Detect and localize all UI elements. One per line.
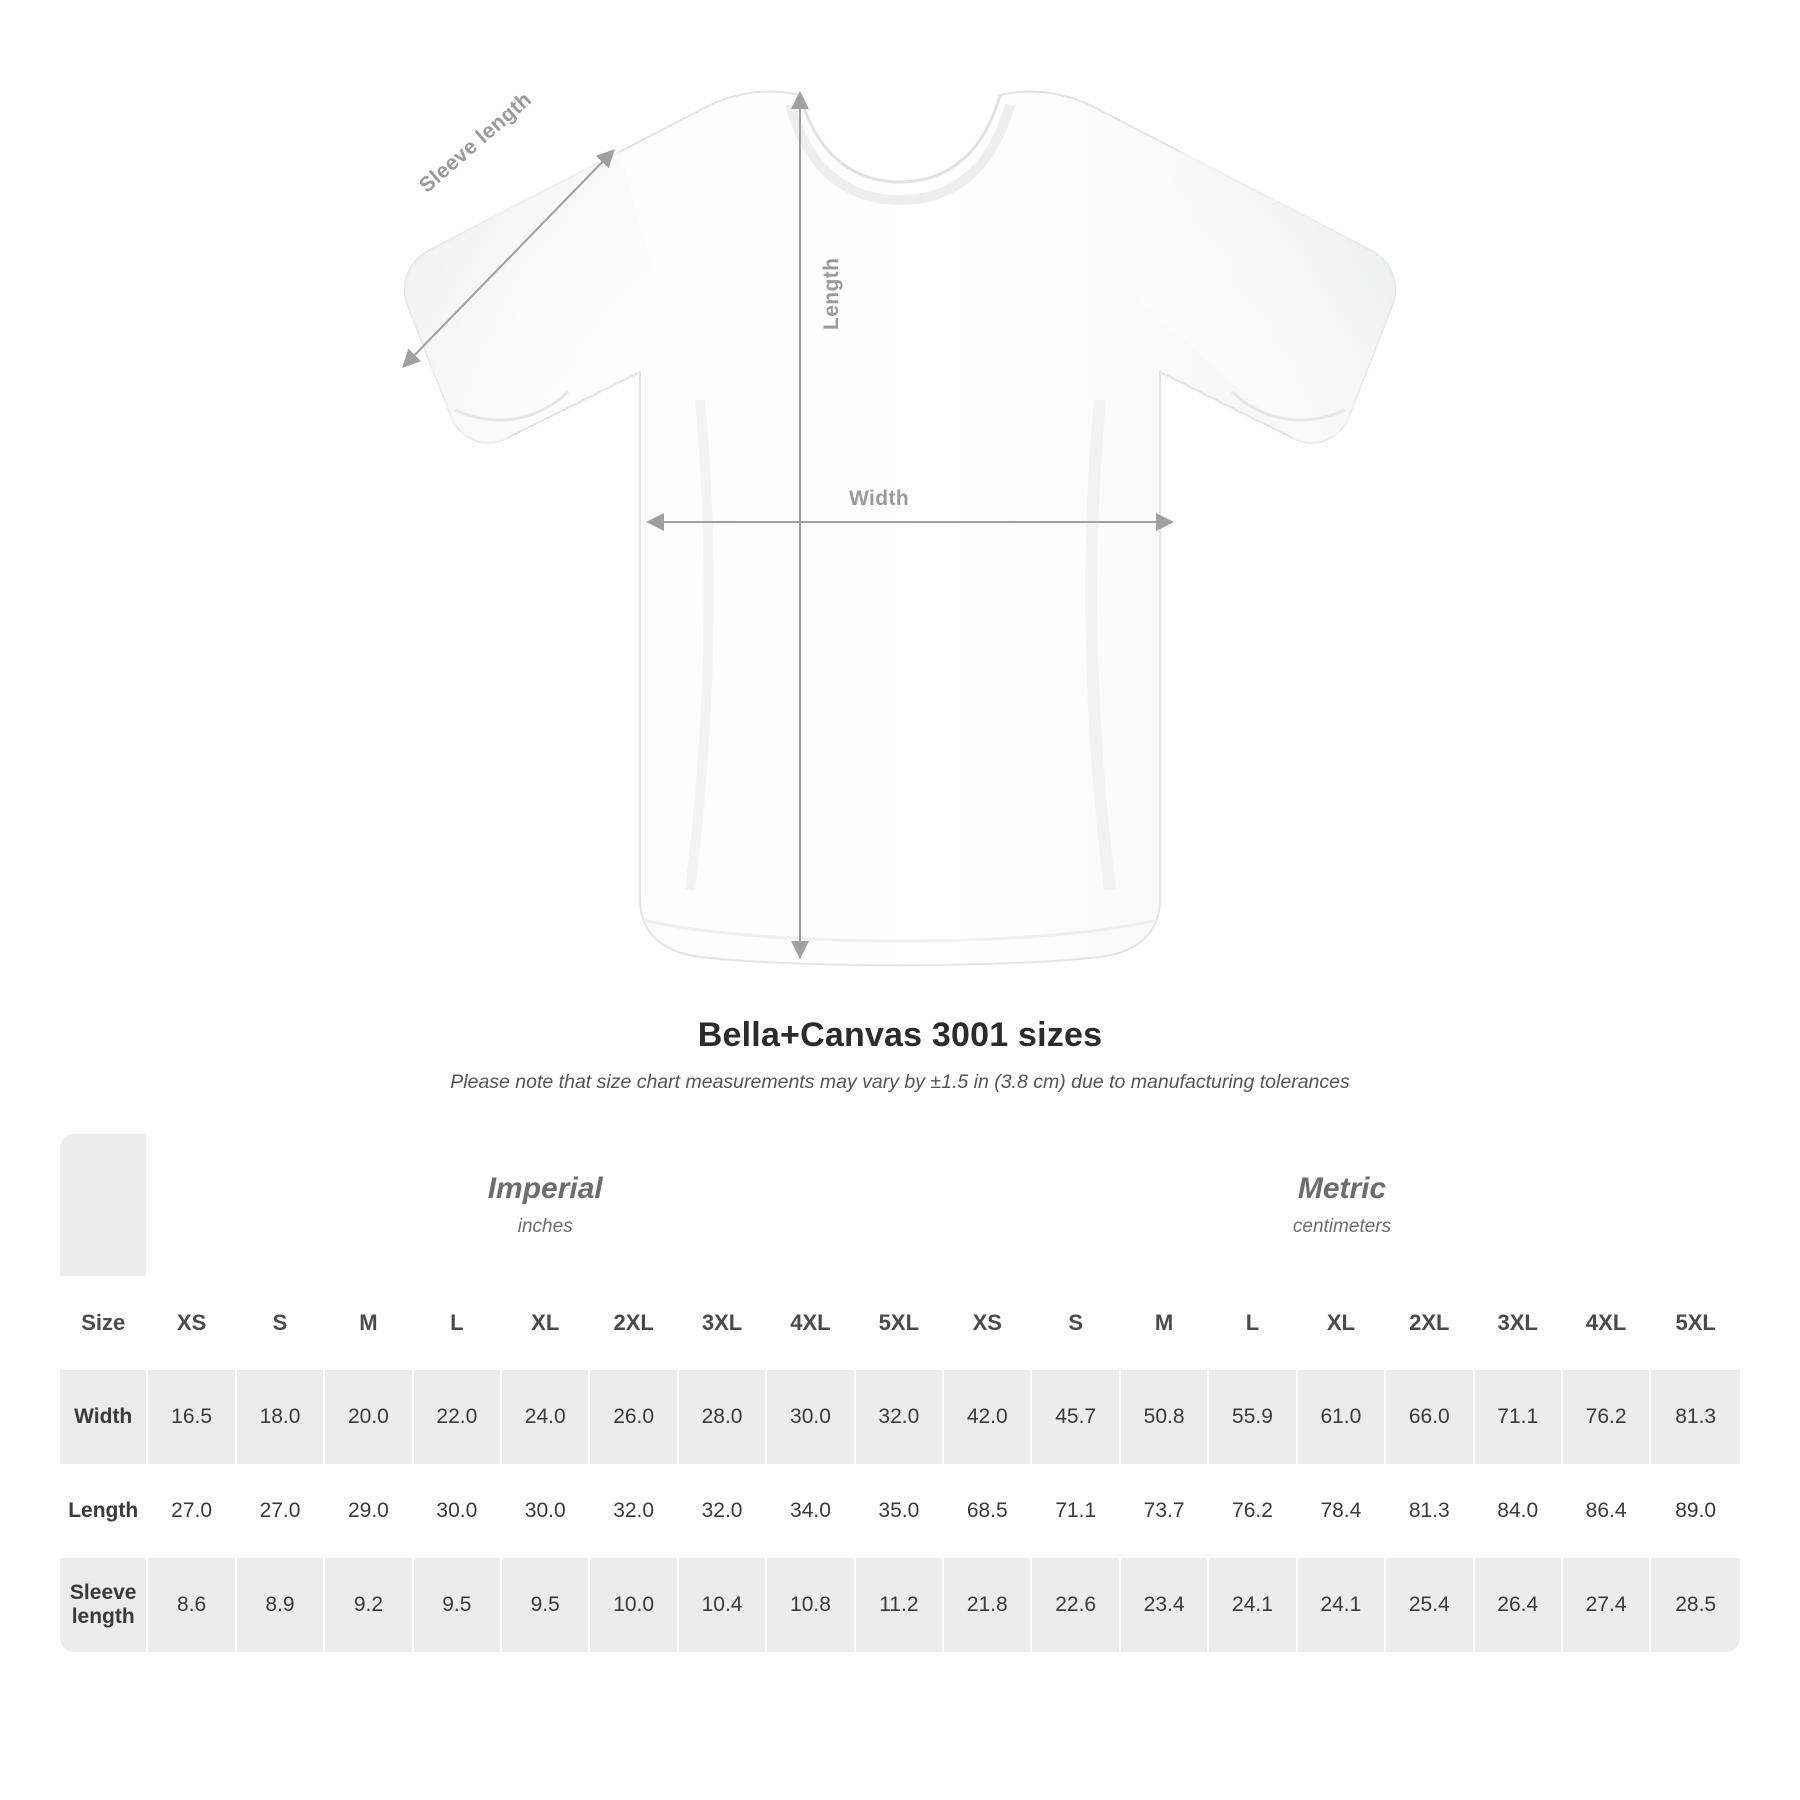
size-cell: L [414,1276,502,1370]
measure-cell: 10.0 [590,1558,678,1652]
measure-cell: 34.0 [767,1464,855,1558]
system-unit-metric: centimeters [1292,1216,1392,1237]
measure-cell: 71.1 [1032,1464,1120,1558]
size-cell: 4XL [767,1276,855,1370]
measure-cell: 71.1 [1475,1370,1563,1464]
measure-cell: 42.0 [944,1370,1032,1464]
size-cell: M [1121,1276,1209,1370]
measure-cell: 45.7 [1032,1370,1120,1464]
length-label: Length [820,257,843,330]
measure-cell: 32.0 [590,1464,678,1558]
system-name-metric: Metric [1297,1172,1387,1205]
measure-cell: 84.0 [1475,1464,1563,1558]
measure-cell: 20.0 [325,1370,413,1464]
sleeve-length-label: Sleeve length [415,87,537,198]
table-size-row [60,1276,1740,1370]
size-cell: M [325,1276,413,1370]
measure-cell: 8.6 [148,1558,236,1652]
measure-cell: 24.1 [1298,1558,1386,1652]
measure-cell: 24.1 [1209,1558,1297,1652]
table-system-header-row [60,1134,1740,1276]
measure-cell: 26.0 [590,1370,678,1464]
measure-cell: 32.0 [856,1370,944,1464]
size-cell: 5XL [856,1276,944,1370]
system-unit-imperial: inches [517,1216,573,1237]
measure-cell: 89.0 [1651,1464,1740,1558]
size-cell: XL [502,1276,590,1370]
measure-cell: 76.2 [1563,1370,1651,1464]
measure-cell: 9.5 [414,1558,502,1652]
measure-cell: 25.4 [1386,1558,1474,1652]
system-header-corner [60,1134,148,1276]
measure-cell: 9.5 [502,1558,590,1652]
page-title: Bella+Canvas 3001 sizes [697,1016,1103,1054]
measure-cell: 23.4 [1121,1558,1209,1652]
measure-cell: 30.0 [502,1464,590,1558]
measure-cell: 9.2 [325,1558,413,1652]
measure-cell: 28.5 [1651,1558,1740,1652]
measure-cell: 16.5 [148,1370,236,1464]
measure-cell: 35.0 [856,1464,944,1558]
measure-cell: 27.4 [1563,1558,1651,1652]
system-name-imperial: Imperial [487,1172,603,1205]
row-header-width: Width [60,1370,148,1464]
measure-cell: 86.4 [1563,1464,1651,1558]
system-header-metric [944,1134,1740,1276]
size-table [60,1134,1740,1652]
measure-cell: 10.8 [767,1558,855,1652]
table-row [60,1370,1740,1464]
measure-cell: 81.3 [1386,1464,1474,1558]
size-cell: L [1209,1276,1297,1370]
measure-cell: 55.9 [1209,1370,1297,1464]
system-header-imperial [148,1134,944,1276]
size-cell: 5XL [1651,1276,1740,1370]
size-cell: 3XL [679,1276,767,1370]
measure-cell: 76.2 [1209,1464,1297,1558]
measure-cell: 81.3 [1651,1370,1740,1464]
measure-cell: 61.0 [1298,1370,1386,1464]
size-cell: 4XL [1563,1276,1651,1370]
measure-cell: 26.4 [1475,1558,1563,1652]
size-cell: 3XL [1475,1276,1563,1370]
size-cell: 2XL [590,1276,678,1370]
table-row [60,1558,1740,1652]
measure-cell: 22.0 [414,1370,502,1464]
row-header-sleeve-length: Sleeve length [60,1558,148,1652]
tshirt-shape [405,92,1395,966]
measure-cell: 11.2 [856,1558,944,1652]
size-row-header: Size [60,1276,148,1370]
measure-cell: 18.0 [237,1370,325,1464]
measure-cell: 21.8 [944,1558,1032,1652]
measure-cell: 30.0 [414,1464,502,1558]
size-cell: S [1032,1276,1120,1370]
table-row [60,1464,1740,1558]
measure-cell: 8.9 [237,1558,325,1652]
tolerance-note: Please note that size chart measurements may vary by ±1.5 in (3.8 cm) due to manufacturing tolerances [450,1071,1350,1093]
measure-cell: 22.6 [1032,1558,1120,1652]
row-header-length: Length [60,1464,148,1558]
title-block [0,1016,1800,1094]
measure-cell: 28.0 [679,1370,767,1464]
measure-cell: 30.0 [767,1370,855,1464]
measure-cell: 29.0 [325,1464,413,1558]
measure-cell: 68.5 [944,1464,1032,1558]
size-cell: S [237,1276,325,1370]
measure-cell: 73.7 [1121,1464,1209,1558]
size-cell: XS [148,1276,236,1370]
size-cell: XL [1298,1276,1386,1370]
measure-cell: 78.4 [1298,1464,1386,1558]
measure-cell: 32.0 [679,1464,767,1558]
measure-cell: 10.4 [679,1558,767,1652]
width-label: Width [849,487,910,510]
measure-cell: 27.0 [148,1464,236,1558]
measure-cell: 50.8 [1121,1370,1209,1464]
size-cell: XS [944,1276,1032,1370]
measure-cell: 66.0 [1386,1370,1474,1464]
size-cell: 2XL [1386,1276,1474,1370]
measure-cell: 24.0 [502,1370,590,1464]
size-table-container [60,1134,1740,1652]
measure-cell: 27.0 [237,1464,325,1558]
